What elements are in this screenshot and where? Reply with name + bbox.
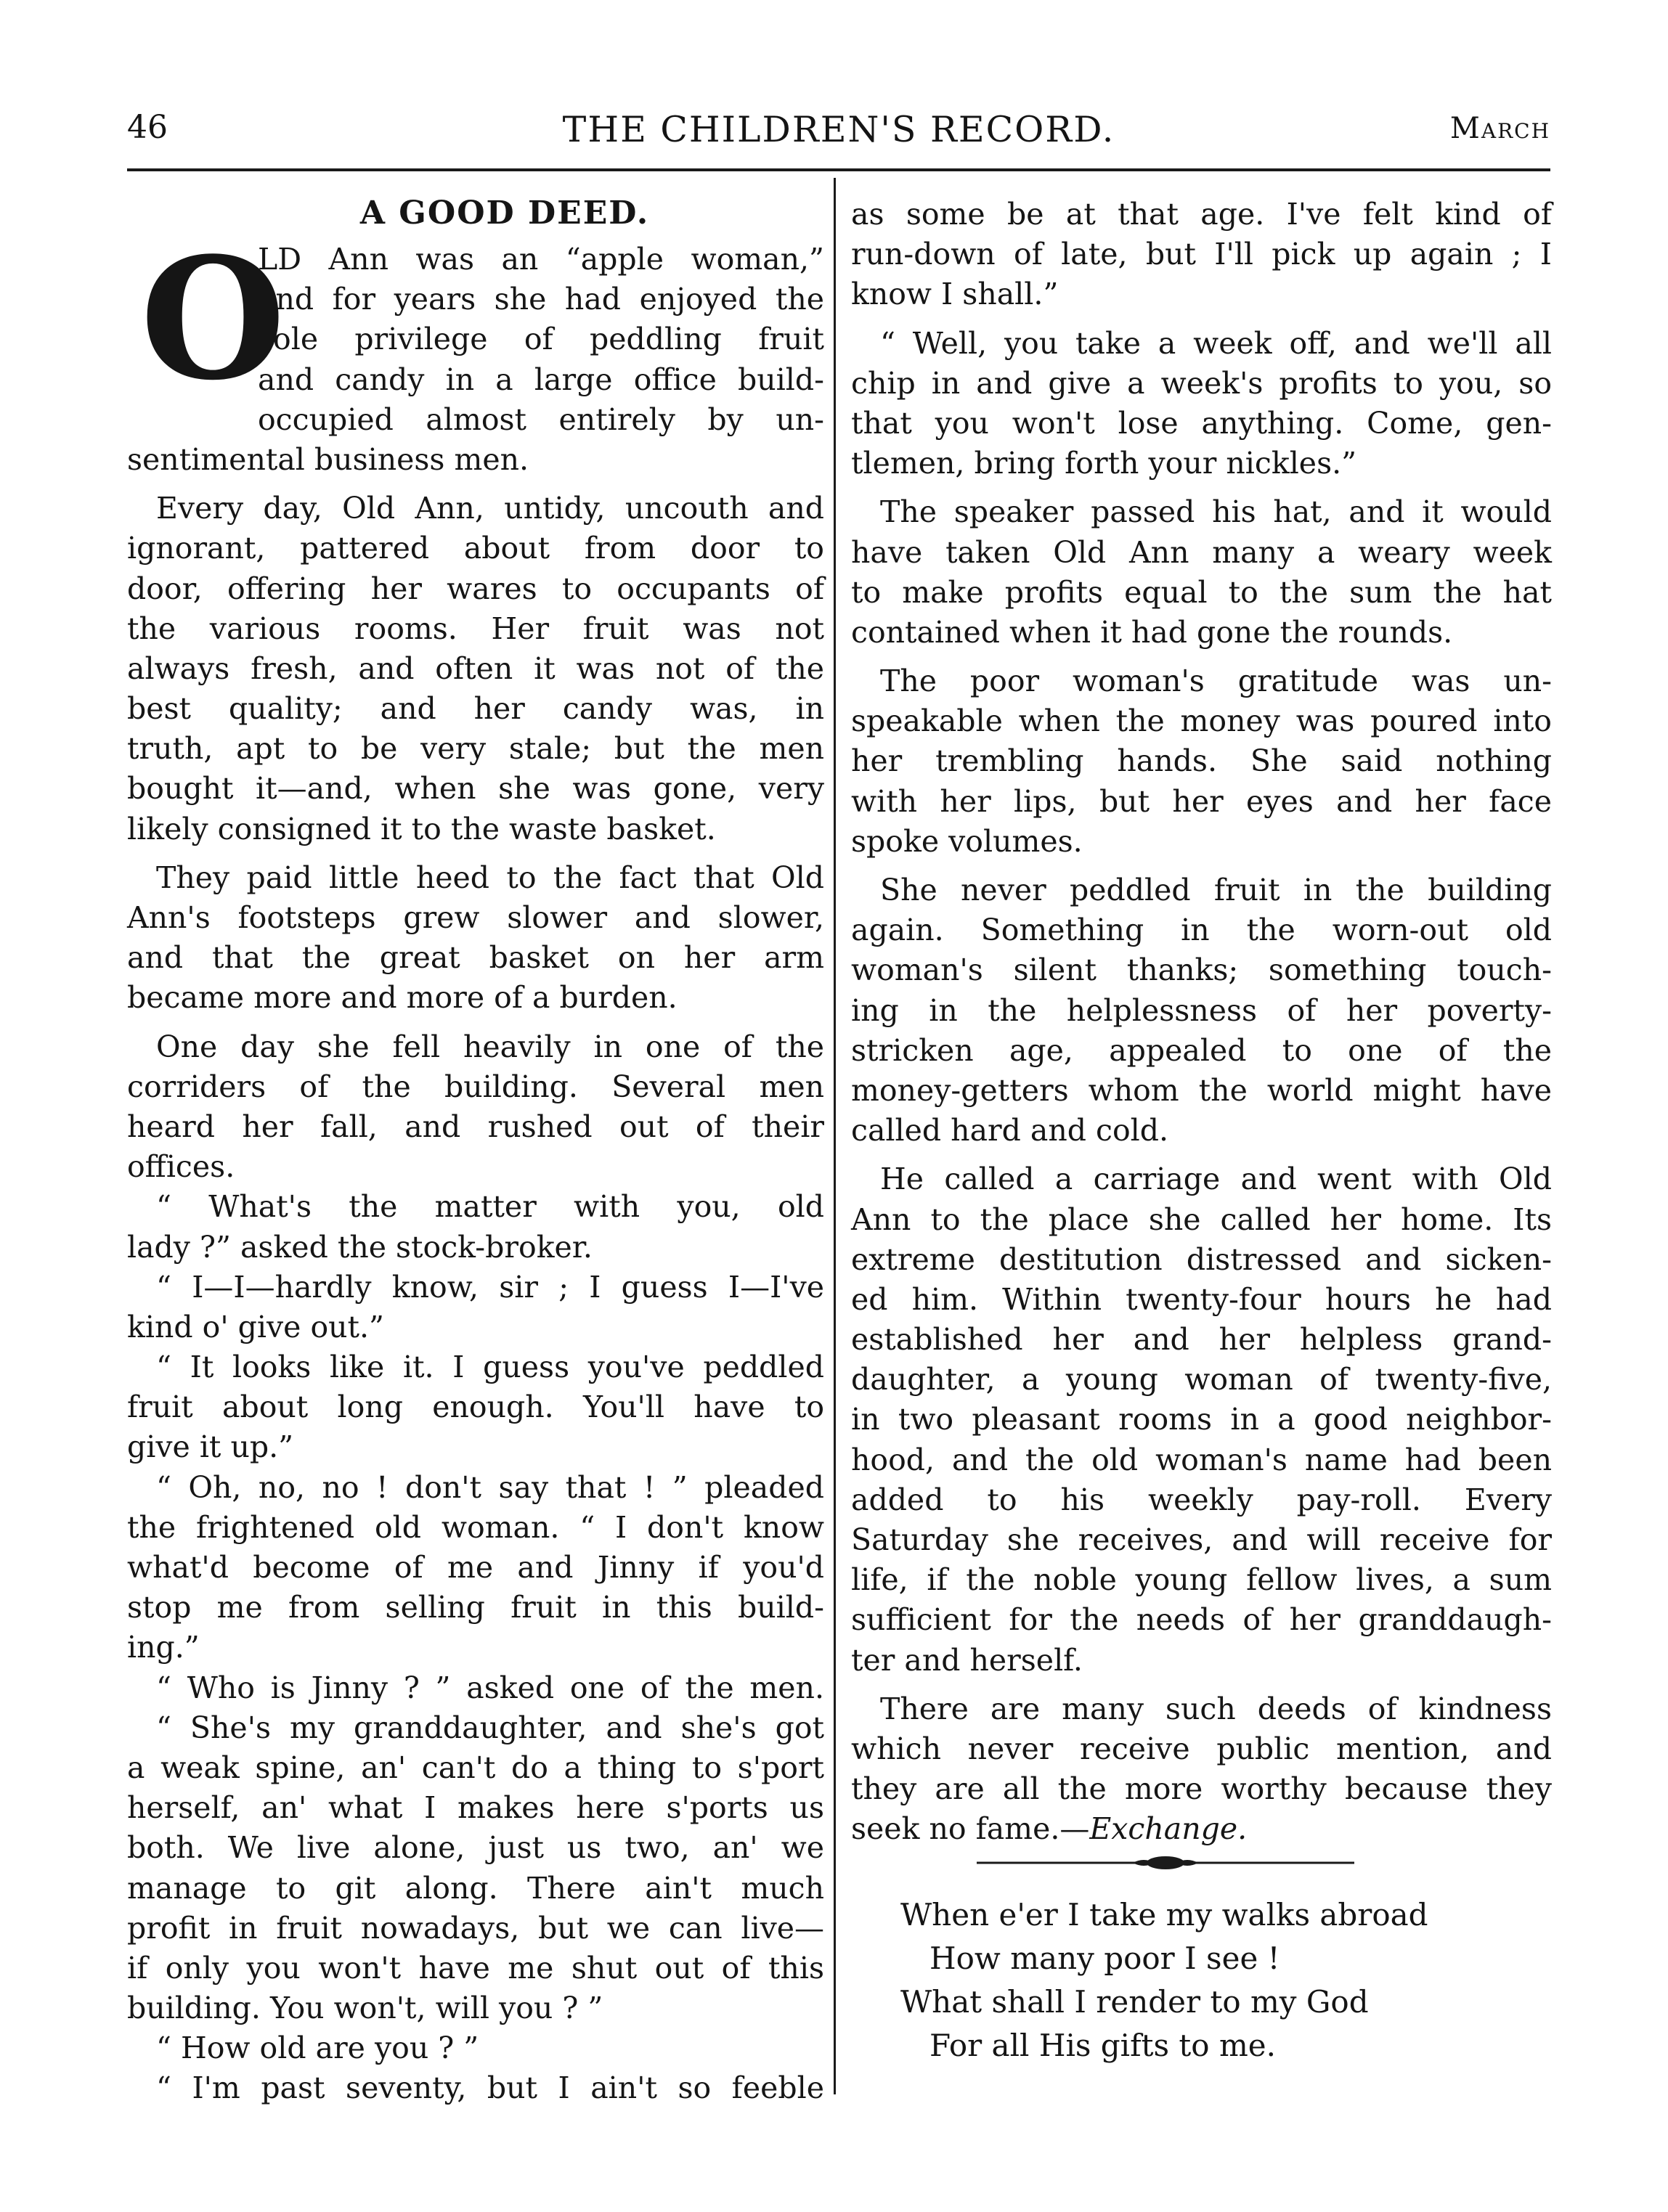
text-line: herself, an' what I makes here s'ports us	[127, 1790, 824, 1826]
text-line: if only you won't have me shut out of this	[127, 1950, 824, 1986]
text-line: “ I—I—hardly know, sir ; I guess I—I've	[156, 1269, 824, 1305]
running-head	[127, 109, 1550, 160]
text-line: bought it—and, when she was gone, very	[127, 771, 824, 807]
text-line: The speaker passed his hat, and it would	[880, 494, 1552, 530]
text-line: ed him. Within twenty-four hours he had	[851, 1281, 1552, 1317]
text-line: woman's silent thanks; something touch-	[851, 952, 1552, 988]
text-line: “ I'm past seventy, but I ain't so feeble	[156, 2070, 824, 2106]
text-line: hood, and the old woman's name had been	[851, 1442, 1552, 1477]
text-line: again. Something in the worn-out old	[851, 913, 1552, 948]
text-line: LD Ann was an “apple woman,”	[258, 242, 824, 277]
text-line: corriders of the building. Several men	[127, 1069, 824, 1104]
text-line: and that the great basket on her arm	[127, 940, 824, 976]
text-line: truth, apt to be very stale; but the men	[127, 731, 824, 767]
text-line: likely consigned it to the waste basket.	[127, 811, 716, 846]
text-line: “ Who is Jinny ? ” asked one of the men.	[156, 1670, 824, 1705]
text-line: offices.	[127, 1149, 235, 1185]
text-line: became more and more of a burden.	[127, 980, 678, 1016]
text-line: money-getters whom the world might have	[851, 1072, 1552, 1108]
text-line: a weak spine, an' can't do a thing to s'port	[127, 1750, 824, 1785]
text-line: He called a carriage and went with Old	[880, 1162, 1552, 1197]
text-line: sufficient for the needs of her granddaugh-	[851, 1602, 1552, 1638]
text-line: called hard and cold.	[851, 1113, 1169, 1148]
text-line: her trembling hands. She said nothing	[851, 743, 1552, 779]
text-line: “ Oh, no, no ! don't say that ! ” pleaded	[156, 1469, 824, 1505]
text-line: There are many such deeds of kindness	[880, 1691, 1552, 1726]
source-credit: Exchange.	[1089, 1811, 1248, 1847]
text-line: heard her fall, and rushed out of their	[127, 1109, 824, 1144]
text-line: seek no fame.—	[851, 1811, 1090, 1847]
drop-cap: O	[140, 221, 286, 417]
text-line: in two pleasant rooms in a good neighbor-	[851, 1402, 1552, 1437]
text-line: and for years she had enjoyed the	[258, 282, 824, 317]
text-line: manage to git along. There ain't much	[127, 1870, 824, 1906]
text-line: occupied almost entirely by un-	[258, 401, 824, 437]
text-line: “ It looks like it. I guess you've peddled	[156, 1350, 824, 1385]
text-line: contained when it had gone the rounds.	[851, 614, 1453, 650]
header-rule	[127, 168, 1550, 171]
text-line: The poor woman's gratitude was un-	[880, 664, 1552, 699]
closing-line	[851, 1809, 1552, 1849]
text-line: know I shall.”	[851, 277, 1059, 312]
text-line: sentimental business men.	[127, 441, 529, 477]
text-line: established her and her helpless grand-	[851, 1322, 1552, 1358]
section-ornament	[977, 1850, 1354, 1876]
journal-title: THE CHILDREN'S RECORD.	[562, 109, 1115, 150]
text-line: “ Well, you take a week off, and we'll all	[880, 325, 1552, 361]
left-column	[127, 195, 824, 2109]
text-line: chip in and give a week's profits to you, so	[851, 365, 1552, 401]
text-line: Every day, Old Ann, untidy, uncouth and	[156, 491, 824, 526]
text-line: Saturday she receives, and will receive for	[851, 1522, 1552, 1557]
text-line: extreme destitution distressed and sicken-	[851, 1241, 1552, 1277]
text-line: door, offering her wares to occupants of	[127, 571, 824, 606]
text-line: run-down of late, but I'll pick up again ; I	[851, 237, 1552, 272]
poem-line: For all His gifts to me.	[929, 2028, 1276, 2063]
column-divider	[834, 178, 836, 2094]
text-line: “ How old are you ? ”	[156, 2031, 479, 2066]
text-line: tlemen, bring forth your nickles.”	[851, 446, 1357, 481]
text-line: Ann's footsteps grew slower and slower,	[127, 900, 824, 935]
text-line: and candy in a large office build-	[258, 362, 824, 397]
text-line: best quality; and her candy was, in	[127, 691, 824, 727]
text-line: both. We live alone, just us two, an' we	[127, 1830, 824, 1866]
text-line: kind o' give out.”	[127, 1309, 385, 1344]
text-line: which never receive public mention, and	[851, 1731, 1552, 1766]
text-line: Ann to the place she called her home. Its	[851, 1201, 1552, 1237]
text-line: lady ?” asked the stock-broker.	[127, 1229, 593, 1265]
text-line: life, if the noble young fellow lives, a sum	[851, 1562, 1552, 1598]
text-line: building. You won't, will you ? ”	[127, 1991, 603, 2026]
text-line: stop me from selling fruit in this build-	[127, 1590, 824, 1625]
text-line: with her lips, but her eyes and her face	[851, 783, 1552, 819]
text-line: that you won't lose anything. Come, gen-	[851, 405, 1552, 441]
text-line: have taken Old Ann many a weary week	[851, 534, 1552, 570]
text-line: added to his weekly pay-roll. Every	[851, 1482, 1552, 1517]
opening-paragraph	[127, 221, 824, 480]
text-line: as some be at that age. I've felt kind of	[851, 197, 1552, 232]
text-line: ing in the helplessness of her poverty-	[851, 992, 1552, 1028]
text-line: they are all the more worthy because they	[851, 1771, 1552, 1807]
right-column	[851, 195, 1552, 1850]
text-line: She never peddled fruit in the building	[880, 873, 1552, 907]
issue-month: March	[1449, 112, 1550, 145]
text-line: stricken age, appealed to one of the	[851, 1032, 1552, 1068]
poem-line: When e'er I take my walks abroad	[900, 1897, 1428, 1933]
text-line: the frightened old woman. “ I don't know	[127, 1509, 824, 1545]
poem	[900, 1893, 1428, 2068]
text-line: ing.”	[127, 1630, 200, 1665]
text-line: ter and herself.	[851, 1642, 1083, 1678]
text-line: give it up.”	[127, 1429, 294, 1465]
text-line: spoke volumes.	[851, 823, 1083, 859]
text-line: sole privilege of peddling fruit	[258, 322, 824, 357]
poem-line: What shall I render to my God	[900, 1984, 1369, 2020]
text-line: profit in fruit nowadays, but we can live—	[127, 1910, 824, 1946]
text-line: what'd become of me and Jinny if you'd	[127, 1550, 824, 1585]
text-line: always fresh, and often it was not of the	[127, 650, 824, 686]
poem-line: How many poor I see !	[929, 1940, 1280, 1976]
text-line: ignorant, pattered about from door to	[127, 531, 824, 566]
text-line: daughter, a young woman of twenty-five,	[851, 1362, 1552, 1397]
text-line: They paid little heed to the fact that Old	[156, 860, 824, 895]
article-title: A GOOD DEED.	[359, 195, 650, 232]
text-line: “ She's my granddaughter, and she's got	[156, 1710, 824, 1745]
text-line: to make profits equal to the sum the hat	[851, 574, 1552, 610]
text-line: One day she fell heavily in one of the	[156, 1029, 824, 1064]
text-line: fruit about long enough. You'll have to	[127, 1389, 824, 1425]
text-line: the various rooms. Her fruit was not	[127, 611, 824, 646]
text-line: speakable when the money was poured into	[851, 703, 1552, 739]
page-number: 46	[127, 109, 168, 146]
text-line: “ What's the matter with you, old	[156, 1189, 824, 1225]
